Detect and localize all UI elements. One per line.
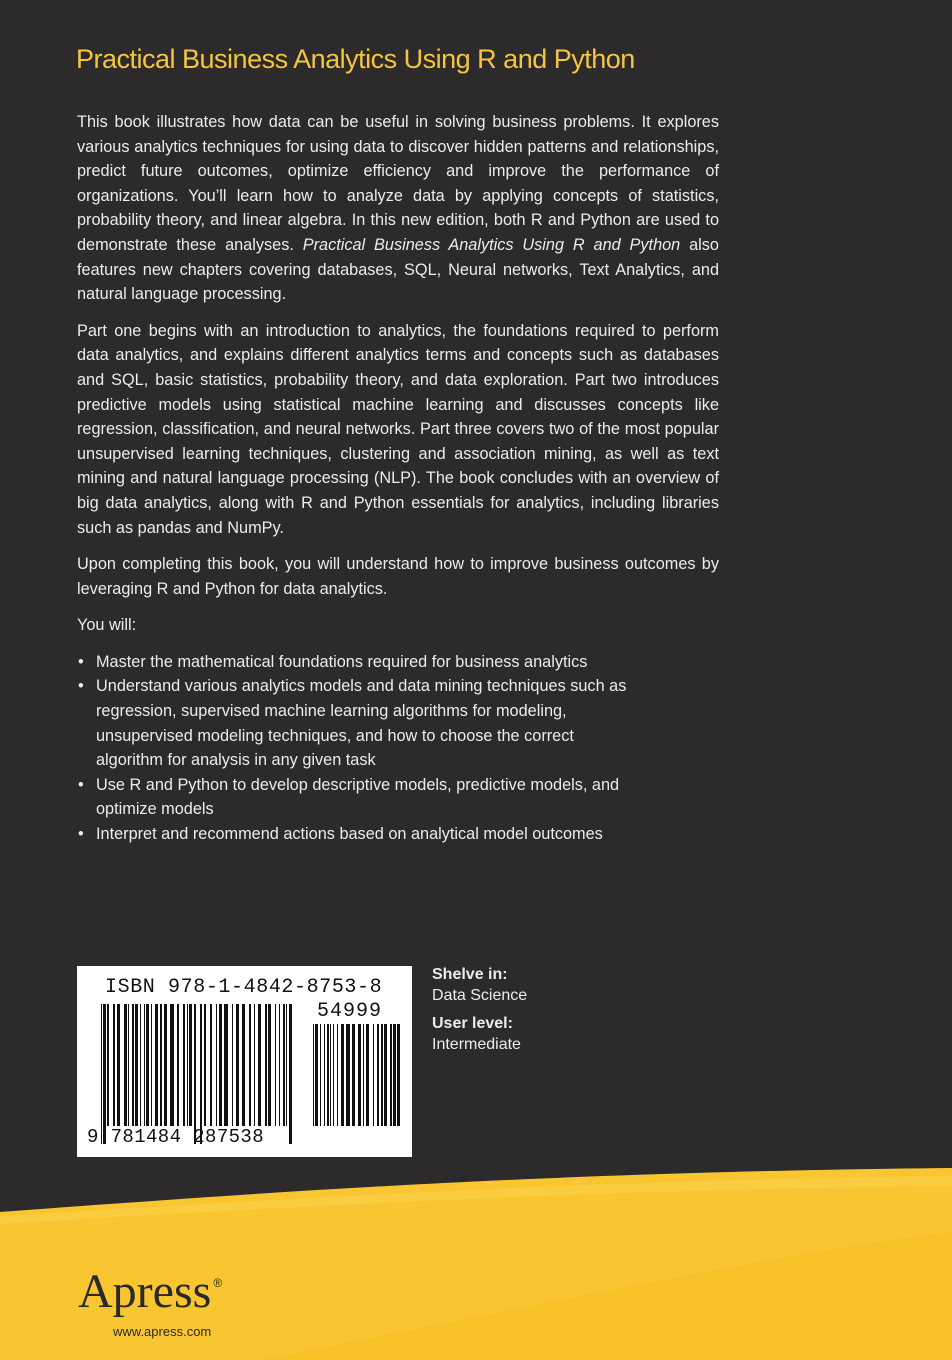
user-level-label: User level: [432, 1015, 513, 1032]
registered-mark: ® [213, 1276, 223, 1290]
book-title: Practical Business Analytics Using R and Python [76, 44, 635, 74]
list-item-text: Understand various analytics models and data mining techniques such as regression, supervised machine learning algorithms for modeling, unsupervised modeling techniques, and how to choose the correct algorithm for analysis in any given task [96, 677, 627, 770]
list-item-text: Use R and Python to develop descriptive models, predictive models, and optimize models [96, 775, 620, 819]
you-will-heading: You will: [77, 616, 137, 635]
publisher-website: www.apress.com [113, 1324, 212, 1339]
isbn-number: ISBN 978-1-4842-8753-8 [105, 976, 383, 999]
price-code: 54999 [317, 1000, 383, 1023]
apress-logo-text: Apress [78, 1265, 212, 1318]
user-level-value: Intermediate [432, 1036, 521, 1053]
paragraph-1-text-a: This book illustrates how data can be useful in solving business problems. It explores various analytics techniques for using data to discover hidden patterns and relationships, predict future outcomes, optimize efficiency and improve the performance of organizations. You’ll learn how to analyze data by applying concepts of statistics, probability theory, and linear algebra. In this new edition, both R and Python are used to demonstrate these analyses. [77, 113, 719, 254]
shelve-in-value: Data Science [432, 987, 528, 1004]
bullet-icon: • [78, 775, 84, 794]
list-item-text: Interpret and recommend actions based on analytical model outcomes [96, 825, 603, 844]
paragraph-1-text-b: also features new chapters covering databases, SQL, Neural networks, Text Analytics, and natural language processing. [77, 235, 719, 304]
description-paragraph-3: Upon completing this book, you will understand how to improve business outcomes by leveraging R and Python for data analytics. [77, 555, 719, 598]
description-paragraph-2: Part one begins with an introduction to analytics, the foundations required to perform data analytics, and explains different analytics terms and concepts such as databases and SQL, basic statistics, probability theory, and data exploration. Part two introduces predictive models using statistical machine learning and discusses concepts like regression, classification, and neural networks. Part three covers two of the most popular unsupervised learning techniques, clustering and association mining, as well as text mining and natural language processing (NLP). The book concludes with an overview of big data analytics, along with R and Python essentials for analytics, including libraries such as pandas and NumPy. [77, 321, 719, 537]
bullet-icon: • [78, 825, 84, 844]
apress-logo [78, 1265, 223, 1318]
paragraph-1-book-title: Practical Business Analytics Using R and Python [302, 235, 681, 254]
bullet-icon: • [78, 677, 84, 696]
barcode-digits: 9 781484 287538 [87, 1126, 265, 1148]
list-item-text: Master the mathematical foundations required for business analytics [96, 652, 588, 671]
shelve-in-label: Shelve in: [432, 966, 508, 983]
bullet-icon: • [78, 652, 84, 671]
